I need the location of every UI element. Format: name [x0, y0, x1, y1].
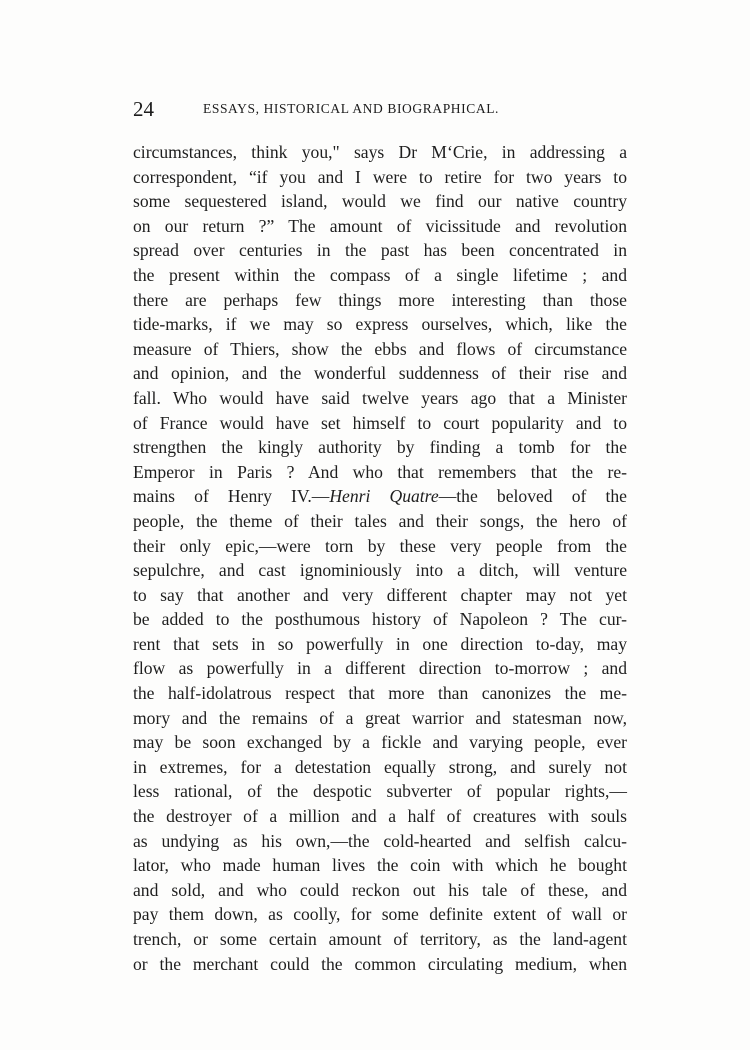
text-line-1: circumstances, think you," says Dr M‘Crie, in addressing a: [133, 142, 627, 162]
page-number: 24: [133, 97, 154, 121]
text-line-31: and sold, and who could reckon out his tale of these, and: [133, 879, 627, 900]
text-line-34: or the merchant could the common circulating medium, when: [133, 953, 627, 974]
text-line-32: pay them down, as coolly, for some definite extent of wall or: [133, 904, 627, 925]
text-line-28: the destroyer of a million and a half of creatures with souls: [133, 806, 627, 827]
text-line-30: lator, who made human lives the coin with which he bought: [133, 855, 627, 876]
text-line-11: fall. Who would have said twelve years ago that a Minister: [133, 387, 627, 408]
text-line-29: as undying as his own,—the cold-hearted and selfish calcu-: [133, 830, 627, 851]
text-line-15: [133, 484, 627, 509]
text-line-6: the present within the compass of a single lifetime ; and: [133, 264, 627, 285]
text-line-13: strengthen the kingly authority by finding a tomb for the: [133, 437, 627, 458]
text-line-33: trench, or some certain amount of territory, as the land-agent: [133, 929, 627, 949]
text-line-24: mory and the remains of a great warrior and statesman now,: [133, 707, 627, 728]
text-line-18: sepulchre, and cast ignominiously into a ditch, will venture: [133, 560, 627, 581]
text-line-8: tide-marks, if we may so express ourselves, which, like the: [133, 314, 627, 335]
text-line-14: Emperor in Paris ? And who that remembers that the re-: [133, 461, 627, 482]
text-line-5: spread over centuries in the past has been concentrated in: [133, 240, 627, 261]
text-line-10: and opinion, and the wonderful suddenness of their rise and: [133, 363, 627, 384]
running-title: ESSAYS, HISTORICAL AND BIOGRAPHICAL.: [203, 101, 500, 116]
text-line-25: may be soon exchanged by a fickle and varying people, ever: [133, 732, 627, 753]
text-line-16: people, the theme of their tales and their songs, the hero of: [133, 510, 627, 531]
body-text: [133, 140, 627, 976]
text-line-4: on our return ?” The amount of vicissitude and revolution: [133, 215, 627, 236]
text-line-17: their only epic,—were torn by these very people from the: [133, 535, 627, 556]
text-line-3: some sequestered island, would we find our native country: [133, 191, 627, 212]
text-line-27: less rational, of the despotic subverter of popular rights,—: [133, 781, 627, 802]
text-line-12: of France would have set himself to court popularity and to: [133, 412, 627, 433]
text-line-26: in extremes, for a detestation equally strong, and surely not: [133, 756, 627, 777]
text-line-19: to say that another and very different chapter may not yet: [133, 584, 627, 605]
text-line-7: there are perhaps few things more interesting than those: [133, 289, 627, 310]
text-line-15-start: mains of Henry IV.—: [133, 486, 330, 507]
text-line-15-end: —the beloved of the: [438, 486, 627, 507]
text-line-9: measure of Thiers, show the ebbs and flows of circumstance: [133, 338, 627, 359]
text-line-2: correspondent, “if you and I were to retire for two years to: [133, 166, 627, 187]
text-line-20: be added to the posthumous history of Napoleon ? The cur-: [133, 609, 627, 630]
text-line-21: rent that sets in so powerfully in one direction to-day, may: [133, 633, 627, 654]
italic-title: Henri Quatre: [329, 486, 439, 507]
page-header: [133, 96, 627, 122]
text-line-22: flow as powerfully in a different direction to-morrow ; and: [133, 658, 627, 679]
text-line-23: the half-idolatrous respect that more than canonizes the me-: [133, 683, 627, 704]
